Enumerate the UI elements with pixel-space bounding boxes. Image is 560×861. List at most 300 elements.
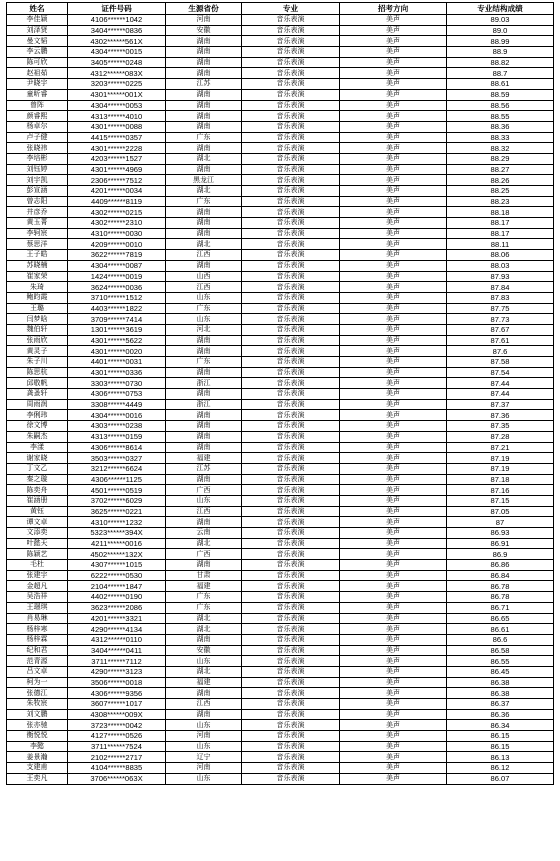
cell-name: 刘文鹏: [7, 709, 68, 720]
cell-direction: 美声: [340, 89, 447, 100]
cell-name: 朱琦: [7, 282, 68, 293]
cell-province: 湖南: [166, 47, 242, 58]
cell-province: 甘肃: [166, 570, 242, 581]
table-row: [7, 581, 554, 592]
table-row: [7, 410, 554, 421]
cell-province: 云南: [166, 528, 242, 539]
cell-score: 86.61: [447, 624, 554, 635]
cell-name: 刘泽贤: [7, 25, 68, 36]
cell-direction: 美声: [340, 346, 447, 357]
cell-score: 89.03: [447, 15, 554, 26]
cell-id-number: 2104******1847: [68, 581, 166, 592]
cell-score: 88.26: [447, 175, 554, 186]
cell-major: 音乐表演: [242, 239, 340, 250]
cell-major: 音乐表演: [242, 463, 340, 474]
cell-major: 音乐表演: [242, 720, 340, 731]
cell-direction: 美声: [340, 79, 447, 90]
cell-direction: 美声: [340, 121, 447, 132]
cell-score: 87.93: [447, 271, 554, 282]
cell-province: 福建: [166, 453, 242, 464]
cell-direction: 美声: [340, 378, 447, 389]
cell-score: 87.21: [447, 442, 554, 453]
cell-name: 吴浩祥: [7, 592, 68, 603]
cell-direction: 美声: [340, 602, 447, 613]
cell-score: 88.59: [447, 89, 554, 100]
cell-province: 黑龙江: [166, 175, 242, 186]
cell-score: 86.58: [447, 645, 554, 656]
cell-score: 88.06: [447, 250, 554, 261]
cell-id-number: 3404******0411: [68, 645, 166, 656]
table-row: [7, 538, 554, 549]
cell-direction: 美声: [340, 421, 447, 432]
cell-score: 88.56: [447, 100, 554, 111]
cell-score: 86.86: [447, 560, 554, 571]
cell-name: 李云鹏: [7, 47, 68, 58]
cell-province: 湖南: [166, 68, 242, 79]
cell-major: 音乐表演: [242, 656, 340, 667]
table-row: [7, 624, 554, 635]
cell-major: 音乐表演: [242, 260, 340, 271]
cell-score: 86.12: [447, 763, 554, 774]
table-row: [7, 228, 554, 239]
cell-major: 音乐表演: [242, 602, 340, 613]
cell-id-number: 4301******5622: [68, 335, 166, 346]
cell-name: 叶懿天: [7, 538, 68, 549]
cell-name: 张雨欣: [7, 335, 68, 346]
cell-major: 音乐表演: [242, 517, 340, 528]
table-row: [7, 421, 554, 432]
cell-direction: 美声: [340, 731, 447, 742]
cell-province: 湖北: [166, 613, 242, 624]
cell-id-number: 3711******7524: [68, 741, 166, 752]
table-row: [7, 592, 554, 603]
cell-direction: 美声: [340, 677, 447, 688]
cell-name: 李轲宸: [7, 228, 68, 239]
cell-score: 86.55: [447, 656, 554, 667]
cell-major: 音乐表演: [242, 677, 340, 688]
cell-province: 河南: [166, 763, 242, 774]
cell-score: 87.16: [447, 485, 554, 496]
table-row: [7, 250, 554, 261]
cell-name: 秦之璇: [7, 474, 68, 485]
cell-name: 李培彬: [7, 153, 68, 164]
cell-id-number: 4290******4134: [68, 624, 166, 635]
cell-direction: 美声: [340, 570, 447, 581]
cell-province: 安徽: [166, 645, 242, 656]
cell-major: 音乐表演: [242, 666, 340, 677]
cell-province: 湖北: [166, 153, 242, 164]
cell-major: 音乐表演: [242, 570, 340, 581]
cell-score: 87.61: [447, 335, 554, 346]
cell-score: 87.36: [447, 410, 554, 421]
cell-name: 范青源: [7, 656, 68, 667]
cell-name: 卢子健: [7, 132, 68, 143]
cell-province: 山东: [166, 656, 242, 667]
cell-major: 音乐表演: [242, 186, 340, 197]
cell-direction: 美声: [340, 634, 447, 645]
cell-id-number: 3503******0327: [68, 453, 166, 464]
cell-direction: 美声: [340, 153, 447, 164]
cell-score: 88.36: [447, 121, 554, 132]
cell-direction: 美声: [340, 357, 447, 368]
cell-direction: 美声: [340, 164, 447, 175]
cell-score: 88.23: [447, 196, 554, 207]
header-score: 专业结构成绩: [447, 3, 554, 15]
cell-major: 音乐表演: [242, 15, 340, 26]
cell-name: 李俐玮: [7, 410, 68, 421]
cell-province: 湖南: [166, 207, 242, 218]
table-row: [7, 485, 554, 496]
table-row: [7, 25, 554, 36]
cell-id-number: 4313******4010: [68, 111, 166, 122]
cell-name: 彭宣涵: [7, 186, 68, 197]
cell-direction: 美声: [340, 25, 447, 36]
cell-name: 谭文卓: [7, 517, 68, 528]
cell-direction: 美声: [340, 143, 447, 154]
cell-id-number: 4306******8614: [68, 442, 166, 453]
cell-name: 童昕睿: [7, 89, 68, 100]
table-row: [7, 100, 554, 111]
cell-id-number: 3308******4449: [68, 399, 166, 410]
cell-major: 音乐表演: [242, 218, 340, 229]
cell-major: 音乐表演: [242, 410, 340, 421]
cell-province: 江西: [166, 699, 242, 710]
table-row: [7, 282, 554, 293]
cell-id-number: 4306******0753: [68, 389, 166, 400]
cell-name: 朱嗣杰: [7, 431, 68, 442]
cell-major: 音乐表演: [242, 773, 340, 784]
table-row: [7, 699, 554, 710]
cell-score: 86.9: [447, 549, 554, 560]
cell-province: 湖北: [166, 239, 242, 250]
table-row: [7, 357, 554, 368]
cell-name: 李漾: [7, 442, 68, 453]
cell-major: 音乐表演: [242, 709, 340, 720]
cell-id-number: 3404******0836: [68, 25, 166, 36]
cell-major: 音乐表演: [242, 346, 340, 357]
cell-id-number: 3711******7112: [68, 656, 166, 667]
cell-direction: 美声: [340, 399, 447, 410]
cell-direction: 美声: [340, 431, 447, 442]
cell-province: 湖南: [166, 431, 242, 442]
cell-id-number: 4304******0016: [68, 410, 166, 421]
cell-id-number: 4402******0190: [68, 592, 166, 603]
cell-name: 尹晓宇: [7, 79, 68, 90]
cell-province: 浙江: [166, 378, 242, 389]
cell-score: 88.7: [447, 68, 554, 79]
cell-name: 陈奕舟: [7, 485, 68, 496]
cell-name: 龚蚤轩: [7, 389, 68, 400]
table-row: [7, 121, 554, 132]
cell-name: 周雨润: [7, 399, 68, 410]
cell-id-number: 4303******0238: [68, 421, 166, 432]
cell-id-number: 4302******561X: [68, 36, 166, 47]
cell-name: 颜睿熙: [7, 111, 68, 122]
table-row: [7, 741, 554, 752]
cell-score: 86.15: [447, 731, 554, 742]
cell-major: 音乐表演: [242, 645, 340, 656]
cell-score: 86.78: [447, 581, 554, 592]
cell-province: 山东: [166, 292, 242, 303]
table-row: [7, 773, 554, 784]
cell-direction: 美声: [340, 15, 447, 26]
cell-province: 湖南: [166, 121, 242, 132]
cell-province: 湖南: [166, 164, 242, 175]
cell-major: 音乐表演: [242, 143, 340, 154]
cell-id-number: 4502******132X: [68, 549, 166, 560]
cell-score: 88.11: [447, 239, 554, 250]
cell-direction: 美声: [340, 68, 447, 79]
cell-direction: 美声: [340, 517, 447, 528]
cell-major: 音乐表演: [242, 271, 340, 282]
cell-name: 崔涵册: [7, 495, 68, 506]
cell-score: 87.19: [447, 453, 554, 464]
cell-direction: 美声: [340, 453, 447, 464]
cell-name: 刘宇凯: [7, 175, 68, 186]
table-row: [7, 79, 554, 90]
cell-name: 邱敬帆: [7, 378, 68, 389]
cell-major: 音乐表演: [242, 506, 340, 517]
header-id-number: 证件号码: [68, 3, 166, 15]
table-row: [7, 89, 554, 100]
cell-province: 湖南: [166, 228, 242, 239]
cell-id-number: 4104******8835: [68, 763, 166, 774]
cell-name: 陈可欣: [7, 57, 68, 68]
cell-id-number: 1424******0019: [68, 271, 166, 282]
cell-province: 江西: [166, 506, 242, 517]
cell-province: 湖南: [166, 335, 242, 346]
cell-major: 音乐表演: [242, 367, 340, 378]
cell-id-number: 4127******0526: [68, 731, 166, 742]
table-row: [7, 143, 554, 154]
cell-province: 河南: [166, 731, 242, 742]
cell-id-number: 4301******0336: [68, 367, 166, 378]
cell-major: 音乐表演: [242, 314, 340, 325]
cell-score: 86.78: [447, 592, 554, 603]
cell-name: 柯为一: [7, 677, 68, 688]
cell-province: 湖南: [166, 218, 242, 229]
table-row: [7, 613, 554, 624]
table-row: [7, 560, 554, 571]
cell-name: 曾阵: [7, 100, 68, 111]
table-row: [7, 335, 554, 346]
cell-id-number: 3303******0730: [68, 378, 166, 389]
cell-direction: 美声: [340, 763, 447, 774]
table-row: [7, 15, 554, 26]
table-row: [7, 175, 554, 186]
cell-major: 音乐表演: [242, 57, 340, 68]
cell-direction: 美声: [340, 624, 447, 635]
cell-name: 肖易琳: [7, 613, 68, 624]
cell-id-number: 4403******1822: [68, 303, 166, 314]
cell-province: 湖南: [166, 367, 242, 378]
cell-province: 湖北: [166, 538, 242, 549]
cell-direction: 美声: [340, 175, 447, 186]
cell-id-number: 3405******0248: [68, 57, 166, 68]
cell-province: 湖南: [166, 560, 242, 571]
cell-direction: 美声: [340, 324, 447, 335]
cell-id-number: 4106******1042: [68, 15, 166, 26]
table-row: [7, 164, 554, 175]
table-row: [7, 218, 554, 229]
cell-name: 王璐: [7, 303, 68, 314]
cell-score: 88.99: [447, 36, 554, 47]
cell-direction: 美声: [340, 592, 447, 603]
cell-id-number: 4201******3321: [68, 613, 166, 624]
cell-id-number: 3623******2086: [68, 602, 166, 613]
cell-province: 湖南: [166, 57, 242, 68]
cell-province: 河南: [166, 15, 242, 26]
cell-province: 山东: [166, 495, 242, 506]
cell-direction: 美声: [340, 752, 447, 763]
cell-direction: 美声: [340, 495, 447, 506]
cell-major: 音乐表演: [242, 592, 340, 603]
cell-direction: 美声: [340, 100, 447, 111]
cell-province: 福建: [166, 677, 242, 688]
cell-direction: 美声: [340, 506, 447, 517]
cell-score: 86.6: [447, 634, 554, 645]
cell-direction: 美声: [340, 549, 447, 560]
cell-score: 87.37: [447, 399, 554, 410]
cell-name: 衡悦悦: [7, 731, 68, 742]
cell-name: 曼文韬: [7, 36, 68, 47]
table-row: [7, 346, 554, 357]
table-row: [7, 186, 554, 197]
table-row: [7, 68, 554, 79]
cell-id-number: 3709******7414: [68, 314, 166, 325]
cell-province: 安徽: [166, 25, 242, 36]
cell-direction: 美声: [340, 271, 447, 282]
cell-id-number: 3706******063X: [68, 773, 166, 784]
cell-name: 谢家晓: [7, 453, 68, 464]
cell-major: 音乐表演: [242, 175, 340, 186]
table-row: [7, 111, 554, 122]
table-row: [7, 47, 554, 58]
cell-score: 88.82: [447, 57, 554, 68]
cell-major: 音乐表演: [242, 111, 340, 122]
cell-major: 音乐表演: [242, 528, 340, 539]
cell-name: 张亦驰: [7, 720, 68, 731]
cell-direction: 美声: [340, 196, 447, 207]
cell-province: 福建: [166, 581, 242, 592]
cell-score: 87.83: [447, 292, 554, 303]
cell-name: 赵祖茹: [7, 68, 68, 79]
cell-score: 88.17: [447, 218, 554, 229]
cell-province: 江苏: [166, 463, 242, 474]
cell-province: 湖南: [166, 111, 242, 122]
cell-province: 江苏: [166, 79, 242, 90]
cell-province: 湖北: [166, 666, 242, 677]
cell-name: 文添奕: [7, 528, 68, 539]
cell-province: 广东: [166, 303, 242, 314]
table-row: [7, 495, 554, 506]
table-body: [7, 15, 554, 785]
cell-major: 音乐表演: [242, 399, 340, 410]
cell-score: 86.13: [447, 752, 554, 763]
cell-id-number: 4310******0030: [68, 228, 166, 239]
table-row: [7, 303, 554, 314]
cell-score: 88.33: [447, 132, 554, 143]
cell-direction: 美声: [340, 613, 447, 624]
cell-province: 湖南: [166, 410, 242, 421]
cell-name: 纪和君: [7, 645, 68, 656]
cell-score: 86.38: [447, 688, 554, 699]
cell-id-number: 4501******0519: [68, 485, 166, 496]
cell-direction: 美声: [340, 474, 447, 485]
cell-direction: 美声: [340, 36, 447, 47]
cell-major: 音乐表演: [242, 357, 340, 368]
cell-province: 湖南: [166, 346, 242, 357]
cell-score: 86.15: [447, 741, 554, 752]
cell-name: 张建宇: [7, 570, 68, 581]
cell-name: 支建甫: [7, 763, 68, 774]
table-row: [7, 517, 554, 528]
cell-province: 湖南: [166, 421, 242, 432]
cell-score: 87.19: [447, 463, 554, 474]
cell-score: 88.29: [447, 153, 554, 164]
cell-name: 朱牧宸: [7, 699, 68, 710]
cell-province: 江西: [166, 250, 242, 261]
cell-id-number: 4301******0020: [68, 346, 166, 357]
table-row: [7, 666, 554, 677]
cell-direction: 美声: [340, 560, 447, 571]
cell-name: 李懿: [7, 741, 68, 752]
header-province: 生源省份: [166, 3, 242, 15]
cell-province: 广东: [166, 602, 242, 613]
cell-province: 湖南: [166, 260, 242, 271]
cell-id-number: 3203******0225: [68, 79, 166, 90]
cell-direction: 美声: [340, 699, 447, 710]
cell-major: 音乐表演: [242, 303, 340, 314]
cell-id-number: 4401******0031: [68, 357, 166, 368]
cell-name: 张德江: [7, 688, 68, 699]
cell-province: 湖北: [166, 624, 242, 635]
cell-direction: 美声: [340, 132, 447, 143]
table-row: [7, 474, 554, 485]
cell-score: 88.17: [447, 228, 554, 239]
cell-score: 86.37: [447, 699, 554, 710]
cell-major: 音乐表演: [242, 153, 340, 164]
cell-score: 88.27: [447, 164, 554, 175]
table-row: [7, 367, 554, 378]
cell-id-number: 4301******2228: [68, 143, 166, 154]
cell-name: 毛杜: [7, 560, 68, 571]
cell-province: 广东: [166, 357, 242, 368]
cell-province: 湖南: [166, 89, 242, 100]
cell-major: 音乐表演: [242, 453, 340, 464]
cell-name: 刘钰婷: [7, 164, 68, 175]
cell-id-number: 3607******1017: [68, 699, 166, 710]
cell-major: 音乐表演: [242, 228, 340, 239]
cell-direction: 美声: [340, 720, 447, 731]
cell-id-number: 4415******0357: [68, 132, 166, 143]
cell-direction: 美声: [340, 666, 447, 677]
cell-direction: 美声: [340, 57, 447, 68]
table-row: [7, 292, 554, 303]
cell-name: 王璟琪: [7, 602, 68, 613]
header-direction: 招考方向: [340, 3, 447, 15]
cell-province: 山东: [166, 741, 242, 752]
cell-id-number: 4203******1527: [68, 153, 166, 164]
cell-score: 86.84: [447, 570, 554, 581]
cell-direction: 美声: [340, 656, 447, 667]
cell-id-number: 2306******7512: [68, 175, 166, 186]
table-row: [7, 57, 554, 68]
cell-name: 魏伯轩: [7, 324, 68, 335]
cell-direction: 美声: [340, 250, 447, 261]
cell-score: 88.32: [447, 143, 554, 154]
table-row: [7, 656, 554, 667]
